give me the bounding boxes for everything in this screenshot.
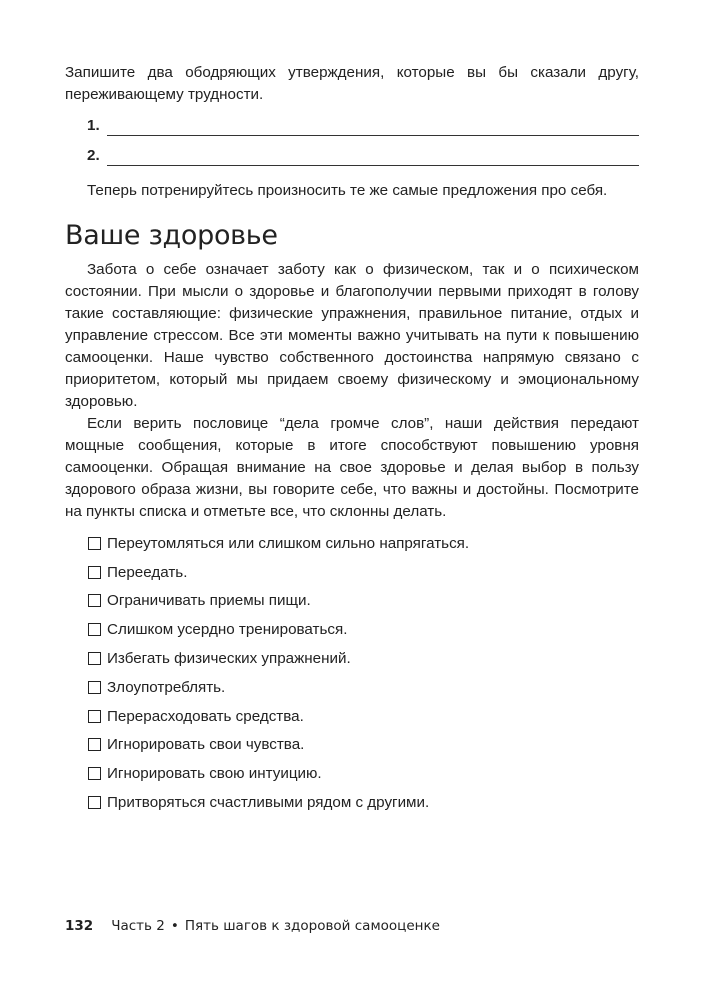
checkbox[interactable] (88, 738, 101, 751)
exercise-prompt: Запишите два ободряющих утверждения, которые вы бы сказали другу, переживающему трудности. (65, 64, 639, 103)
checklist-label: Переедать. (107, 563, 188, 581)
page-footer (65, 918, 440, 934)
checklist-label: Ограничивать приемы пищи. (107, 592, 311, 610)
blank-line-1[interactable] (65, 106, 639, 136)
checkbox[interactable] (88, 623, 101, 636)
checklist-item[interactable] (88, 759, 639, 788)
answer-line[interactable] (107, 117, 639, 136)
page-number: 132 (65, 918, 94, 934)
blank-line-2[interactable] (65, 136, 639, 166)
checklist-label: Притворяться счастливыми рядом с другими. (107, 794, 430, 812)
checklist-item[interactable] (88, 558, 639, 587)
checklist-label: Переутомляться или слишком сильно напрягаться. (107, 534, 470, 552)
checkbox[interactable] (88, 652, 101, 665)
checklist-label: Злоупотреблять. (107, 678, 226, 696)
footer-bullet: • (170, 918, 179, 934)
checklist-item[interactable] (88, 587, 639, 616)
checklist-item[interactable] (88, 788, 639, 817)
footer-chapter: Пять шагов к здоровой самооценке (184, 918, 440, 934)
blank-number: 2. (87, 147, 100, 164)
checklist (65, 529, 639, 817)
checkbox[interactable] (88, 566, 101, 579)
paragraph: Забота о себе означает заботу как о физическом, так и о психическом состоянии. При мысли о здоровье и благополучии первыми приходят в голову такие составляющие: физические упражнения, правильное питание, отдых и управление стрессом. Все эти моменты важно учитывать на пути к повышению самооценки. Наше чувство собственного достоинства напрямую связано с приоритетом, который мы придаем своему физическому и эмоциональному здоровью. (65, 261, 639, 410)
page-body (65, 62, 639, 817)
checklist-label: Слишком усердно тренироваться. (107, 621, 348, 639)
footer-part: Часть 2 (111, 918, 165, 934)
checkbox[interactable] (88, 710, 101, 723)
checkbox[interactable] (88, 594, 101, 607)
exercise-followup: Теперь потренируйтесь произносить те же самые предложения про себя. (87, 182, 608, 199)
checklist-label: Перерасходовать средства. (107, 707, 304, 725)
checklist-item[interactable] (88, 529, 639, 558)
checklist-item[interactable] (88, 731, 639, 760)
blank-number: 1. (87, 117, 100, 134)
paragraph: Если верить пословице “дела громче слов”, наши действия передают мощные сообщения, которые в итоге способствуют повышению уровня самооценки. Обращая внимание на свое здоровье и делая выбор в пользу здорового образа жизни, вы говорите себе, что важны и достойны. Посмотрите на пункты списка и отметьте все, что склонны делать. (65, 415, 639, 520)
checkbox[interactable] (88, 681, 101, 694)
checklist-label: Игнорировать свои чувства. (107, 736, 305, 754)
checklist-label: Игнорировать свою интуицию. (107, 765, 322, 783)
checklist-label: Избегать физических упражнений. (107, 650, 351, 668)
section-heading: Ваше здоровье (65, 220, 278, 251)
checkbox[interactable] (88, 767, 101, 780)
checklist-item[interactable] (88, 702, 639, 731)
answer-line[interactable] (107, 147, 639, 166)
checklist-item[interactable] (88, 644, 639, 673)
checklist-item[interactable] (88, 615, 639, 644)
checklist-item[interactable] (88, 673, 639, 702)
checkbox[interactable] (88, 537, 101, 550)
checkbox[interactable] (88, 796, 101, 809)
